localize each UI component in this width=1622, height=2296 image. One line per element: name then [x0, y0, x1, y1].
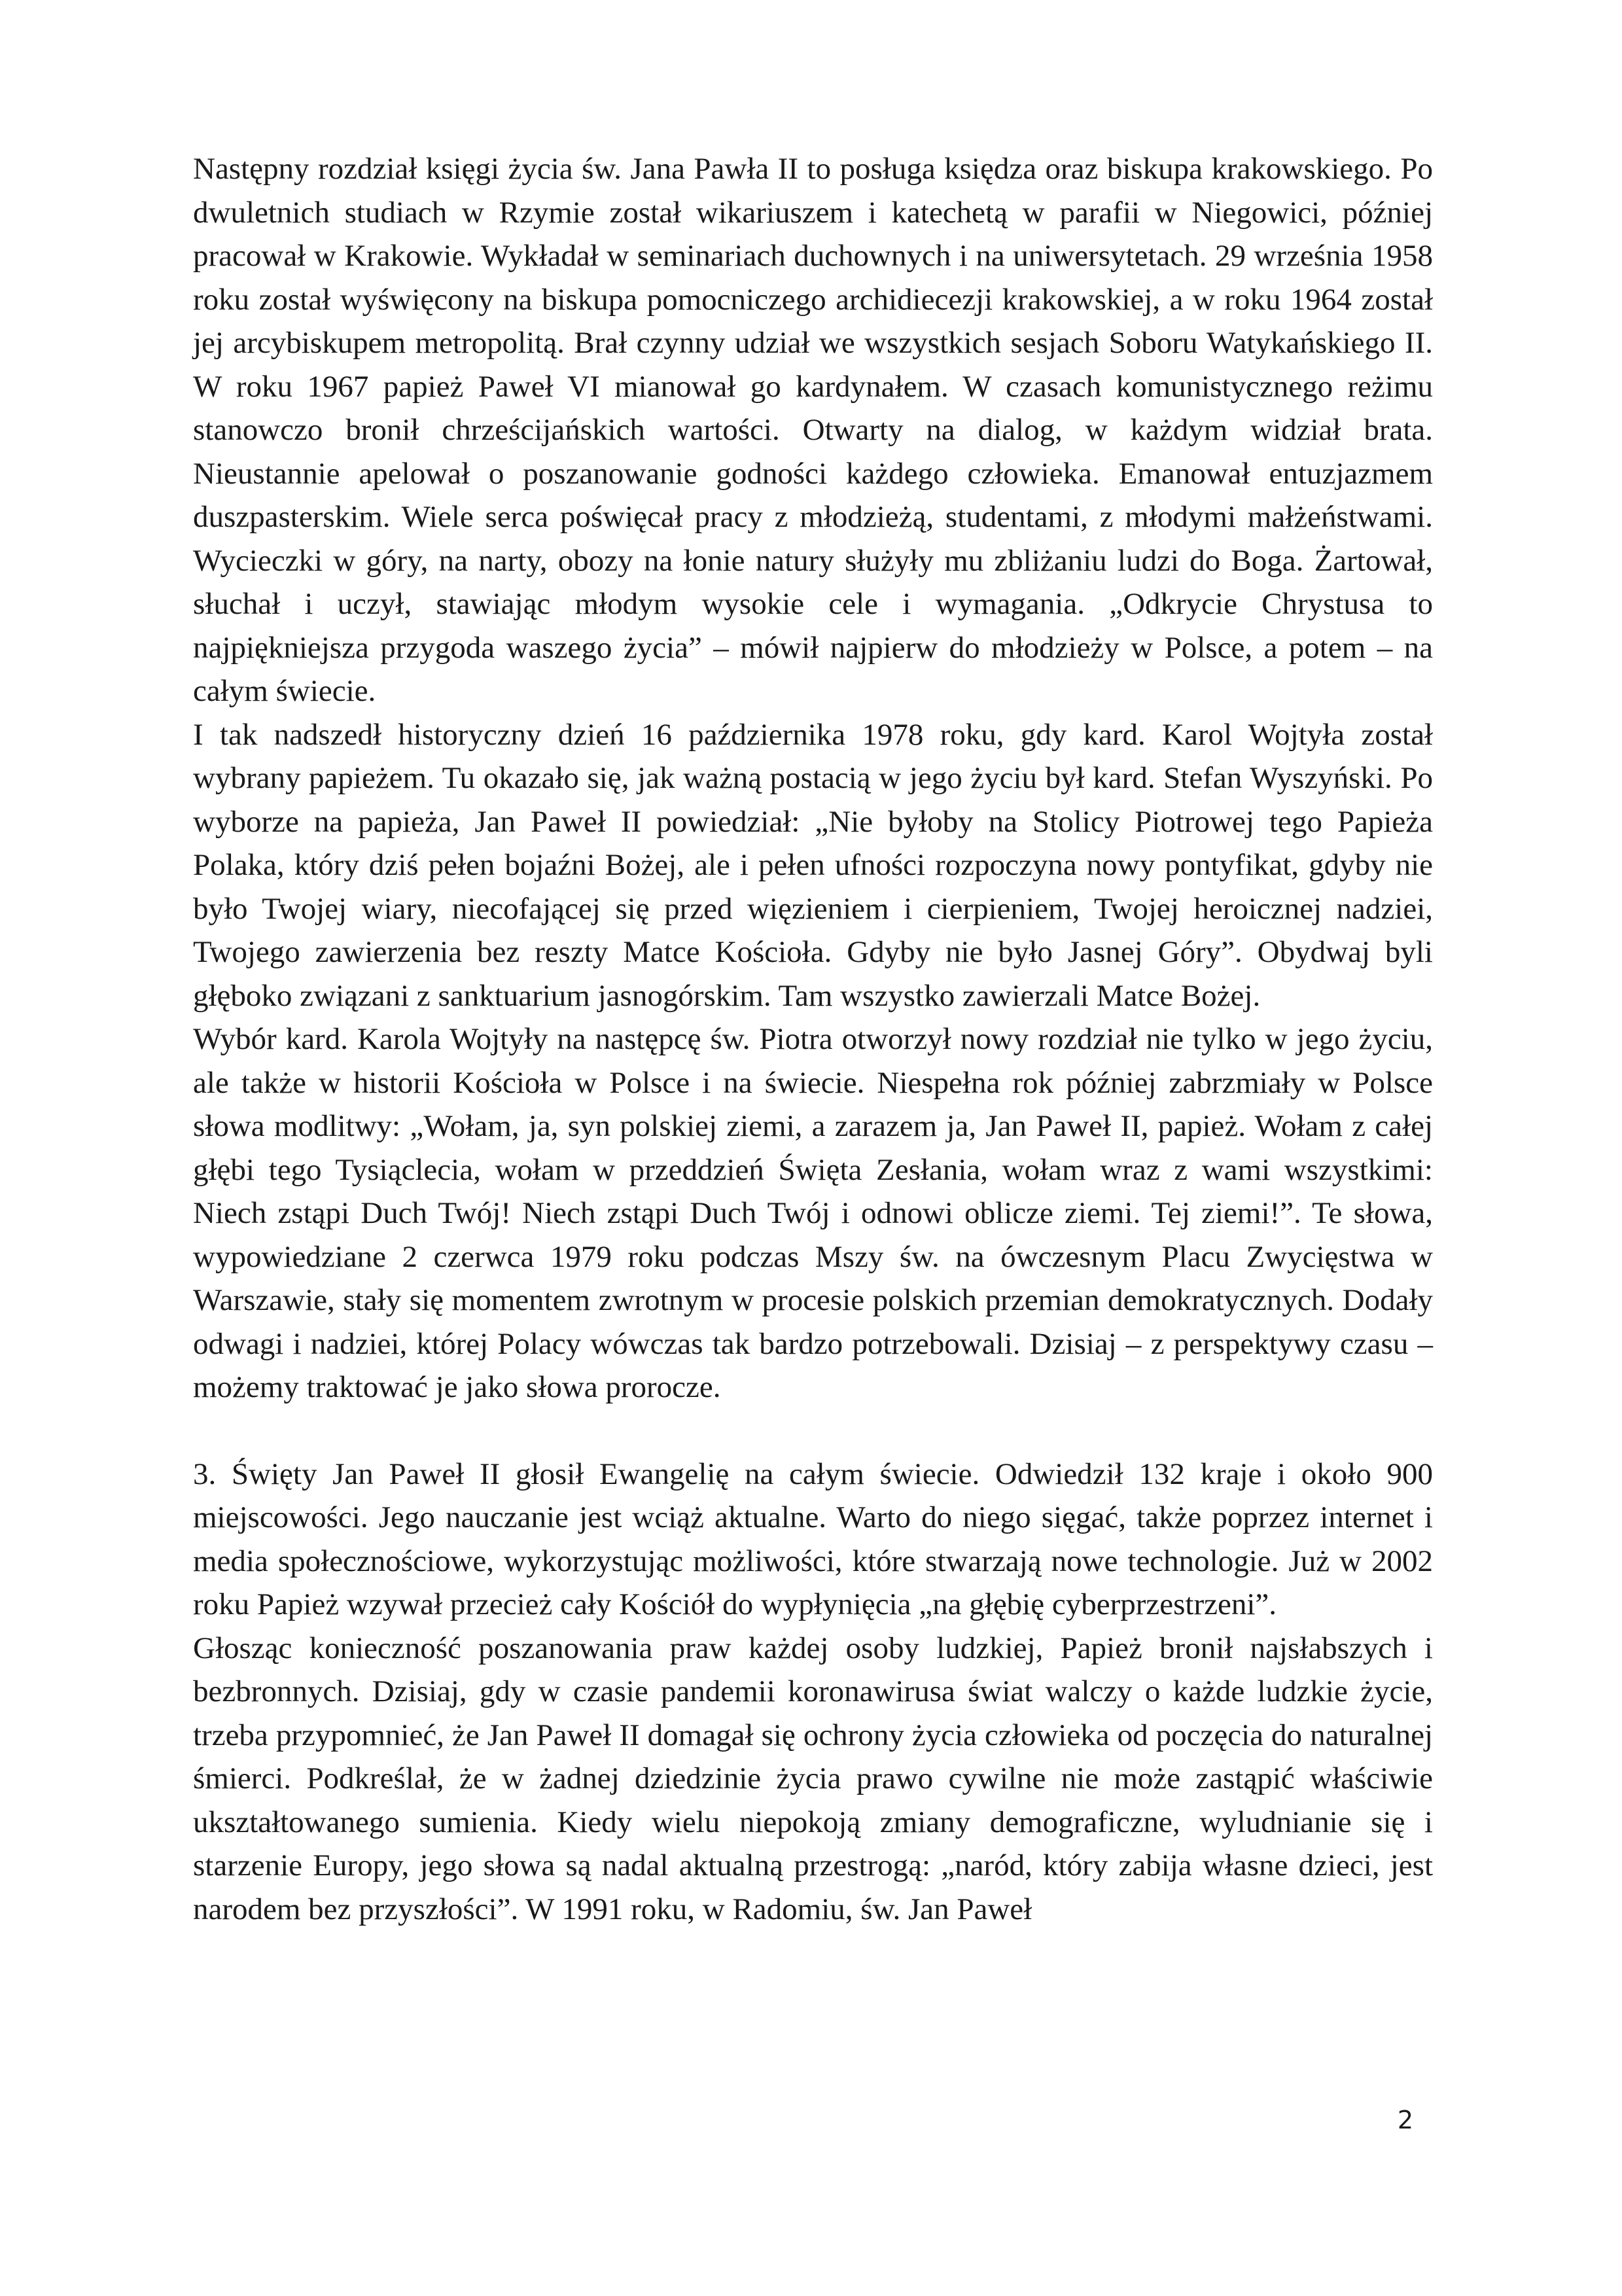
- paragraph-spacer: [193, 1409, 1433, 1453]
- paragraph-papal-election: I tak nadszedł historyczny dzień 16 października 1978 roku, gdy kard. Karol Wojtyła został wybrany papieżem. Tu okazało się, jak ważną postacią w jego życiu był kard. Stefan Wyszyński. Po wyborze na papieża, Jan Paweł II powiedział: „Nie byłoby na Stolicy Piotrowej tego Papieża Polaka, który dziś pełen bojaźni Bożej, ale i pełen ufności rozpoczyna nowy pontyfikat, gdyby nie było Twojej wiary, niecofającej się przed więzieniem i cierpieniem, Twojej heroicznej nadziei, Twojego zawierzenia bez reszty Matce Kościoła. Gdyby nie było Jasnej Góry”. Obydwaj byli głęboko związani z sanktuarium jasnogórskim. Tam wszystko zawierzali Matce Bożej.: [193, 717, 1433, 1013]
- paragraph-bishop-of-krakow: Następny rozdział księgi życia św. Jana Pawła II to posługa księdza oraz biskupa krakowskiego. Po dwuletnich studiach w Rzymie został wikariuszem i katechetą w parafii w Niegowici, później pracował w Krakowie. Wykładał w seminariach duchownych i na uniwersytetach. 29 września 1958 roku został wyświęcony na biskupa pomocniczego archidiecezji krakowskiej, a w roku 1964 został jej arcybiskupem metropolitą. Brał czynny udział we wszystkich sesjach Soboru Watykańskiego II. W roku 1967 papież Paweł VI mianował go kardynałem. W czasach komunistycznego reżimu stanowczo bronił chrześcijańskich wartości. Otwarty na dialog, w każdym widział brata. Nieustannie apelował o poszanowanie godności każdego człowieka. Emanował entuzjazmem duszpasterskim. Wiele serca poświęcał pracy z młodzieżą, studentami, z młodymi małżeństwami. Wycieczki w góry, na narty, obozy na łonie natury służyły mu zbliżaniu ludzi do Boga. Żartował, słuchał i uczył, stawiając młodym wysokie cele i wymagania. „Odkrycie Chrystusa to najpiękniejsza przygoda waszego życia” – mówił najpierw do młodzieży w Polsce, a potem – na całym świecie.: [193, 152, 1433, 708]
- paragraph-section-3-evangelization: 3. Święty Jan Paweł II głosił Ewangelię na całym świecie. Odwiedził 132 kraje i około 900 miejscowości. Jego nauczanie jest wciąż aktualne. Warto do niego sięgać, także poprzez internet i media społecznościowe, wykorzystując możliwości, które stwarzają nowe technologie. Już w 2002 roku Papież wzywał przecież cały Kościół do wypłynięcia „na głębię cyberprzestrzeni”.: [193, 1457, 1433, 1621]
- paragraph-prayer-warsaw-1979: Wybór kard. Karola Wojtyły na następcę św. Piotra otworzył nowy rozdział nie tylko w jego życiu, ale także w historii Kościoła w Polsce i na świecie. Niespełna rok później zabrzmiały w Polsce słowa modlitwy: „Wołam, ja, syn polskiej ziemi, a zarazem ja, Jan Paweł II, papież. Wołam z całej głębi tego Tysiąclecia, wołam w przeddzień Święta Zesłania, wołam wraz z wami wszystkimi: Niech zstąpi Duch Twój! Niech zstąpi Duch Twój i odnowi oblicze ziemi. Tej ziemi!”. Te słowa, wypowiedziane 2 czerwca 1979 roku podczas Mszy św. na ówczesnym Placu Zwycięstwa w Warszawie, stały się momentem zwrotnym w procesie polskich przemian demokratycznych. Dodały odwagi i nadziei, której Polacy wówczas tak bardzo potrzebowali. Dzisiaj – z perspektywy czasu – możemy traktować je jako słowa prorocze.: [193, 1022, 1433, 1404]
- page-number: 2: [1397, 2106, 1413, 2134]
- paragraph-defense-of-life: Głosząc konieczność poszanowania praw każdej osoby ludzkiej, Papież bronił najsłabszych i bezbronnych. Dzisiaj, gdy w czasie pandemii koronawirusa świat walczy o każde ludzkie życie, trzeba przypomnieć, że Jan Paweł II domagał się ochrony życia człowieka od poczęcia do naturalnej śmierci. Podkreślał, że w żadnej dziedzinie życia prawo cywilne nie może zastąpić właściwie ukształtowanego sumienia. Kiedy wielu niepokoją zmiany demograficzne, wyludnianie się i starzenie Europy, jego słowa są nadal aktualną przestrogą: „naród, który zabija własne dzieci, jest narodem bez przyszłości”. W 1991 roku, w Radomiu, św. Jan Paweł: [193, 1631, 1433, 1926]
- body-text: [193, 147, 1433, 1931]
